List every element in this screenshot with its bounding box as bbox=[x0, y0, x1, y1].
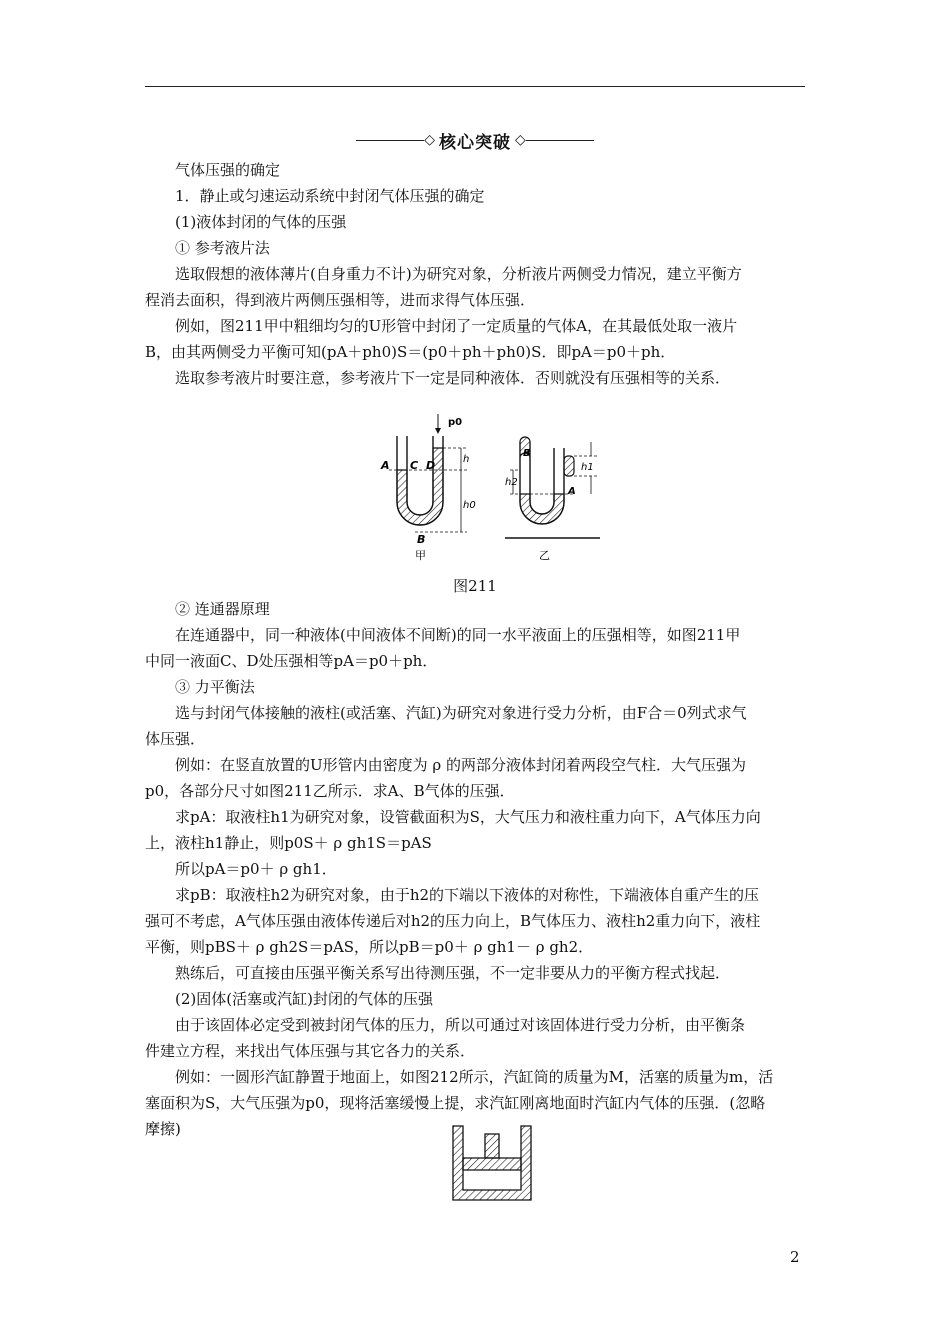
diamond-icon: ◇ bbox=[424, 132, 435, 148]
figure-212-cylinder bbox=[451, 1122, 541, 1202]
label-jia: 甲 bbox=[415, 549, 426, 562]
heading-right-line bbox=[526, 140, 594, 141]
paragraph: 求pA：取液柱h1为研究对象，设管截面积为S，大气压力和液柱重力向下，A气体压力向 bbox=[175, 808, 761, 826]
paragraph: 熟练后，可直接由压强平衡关系写出待测压强，不一定非要从力的平衡方程式找起． bbox=[175, 964, 731, 982]
paragraph: 中同一液面C、D处压强相等pA＝p0＋ph． bbox=[145, 652, 438, 670]
paragraph: 平衡，则pBS＋ ρ gh2S＝pAS，所以pB＝p0＋ ρ gh1－ ρ gh2． bbox=[145, 938, 594, 956]
paragraph: 例如：在竖直放置的U形管内由密度为 ρ 的两部分液体封闭着两段空气柱．大气压强为 bbox=[175, 756, 746, 774]
paragraph: 塞面积为S，大气压强为p0，现将活塞缓慢上提，求汽缸刚离地面时汽缸内气体的压强．(忽略 bbox=[145, 1094, 766, 1112]
heading-left-line bbox=[356, 140, 424, 141]
label-h1: h1 bbox=[581, 462, 594, 473]
page-number: 2 bbox=[790, 1248, 800, 1266]
paragraph: (1)液体封闭的气体的压强 bbox=[175, 213, 347, 231]
paragraph: 由于该固体必定受到被封闭气体的压力，所以可通过对该固体进行受力分析，由平衡条 bbox=[175, 1016, 746, 1034]
u-tube-yi bbox=[505, 437, 600, 562]
label-yi: 乙 bbox=[539, 549, 550, 562]
paragraph: ① 参考液片法 bbox=[175, 239, 270, 257]
paragraph: 在连通器中，同一种液体(中间液体不间断)的同一水平液面上的压强相等，如图211甲 bbox=[175, 626, 741, 644]
paragraph: 例如：一圆形汽缸静置于地面上，如图212所示，汽缸筒的质量为M，活塞的质量为m，活 bbox=[175, 1068, 774, 1086]
paragraph: B，由其两侧受力平衡可知(pA＋ph0)S＝(p0＋ph＋ph0)S．即pA＝p0＋ph． bbox=[145, 343, 676, 361]
label-a: A bbox=[381, 459, 390, 472]
diamond-icon: ◇ bbox=[515, 132, 526, 148]
paragraph: ② 连通器原理 bbox=[175, 600, 270, 618]
paragraph: 选取假想的液体薄片(自身重力不计)为研究对象，分析液片两侧受力情况，建立平衡方 bbox=[175, 265, 742, 283]
label-h: h bbox=[463, 454, 470, 465]
label-b: B bbox=[417, 533, 426, 546]
section-title: 核心突破 bbox=[439, 132, 511, 153]
label-p0: p0 bbox=[448, 417, 463, 428]
paragraph: 件建立方程，来找出气体压强与其它各力的关系． bbox=[145, 1042, 476, 1060]
paragraph: 例如，图211甲中粗细均匀的U形管中封闭了一定质量的气体A，在其最低处取一液片 bbox=[175, 317, 738, 335]
paragraph: 程消去面积，得到液片两侧压强相等，进而求得气体压强． bbox=[145, 291, 536, 309]
paragraph: p0，各部分尺寸如图211乙所示．求A、B气体的压强． bbox=[145, 782, 515, 800]
label-d: D bbox=[426, 459, 436, 472]
paragraph: 所以pA＝p0＋ ρ gh1． bbox=[175, 860, 337, 878]
paragraph: 摩擦) bbox=[145, 1120, 181, 1138]
paragraph: 选与封闭气体接触的液柱(或活塞、汽缸)为研究对象进行受力分析，由F合＝0列式求气 bbox=[175, 704, 747, 722]
paragraph: ③ 力平衡法 bbox=[175, 678, 255, 696]
header-rule bbox=[145, 86, 805, 87]
u-tube-jia bbox=[380, 414, 476, 562]
paragraph: 1．静止或匀速运动系统中封闭气体压强的确定 bbox=[175, 187, 485, 205]
label-b2: B bbox=[523, 448, 531, 459]
paragraph: 选取参考液片时要注意，参考液片下一定是同种液体．否则就没有压强相等的关系． bbox=[175, 369, 731, 387]
paragraph: 上，液柱h1静止，则p0S＋ ρ gh1S＝pAS bbox=[145, 834, 432, 852]
label-h2: h2 bbox=[505, 477, 518, 488]
figure-caption: 图211 bbox=[453, 577, 497, 595]
label-c: C bbox=[410, 459, 419, 472]
paragraph: 强可不考虑，A气体压强由液体传递后对h2的压力向上，B气体压力、液柱h2重力向下，液柱 bbox=[145, 912, 761, 930]
section-heading bbox=[145, 128, 805, 152]
figure-211 bbox=[375, 412, 605, 572]
paragraph: 气体压强的确定 bbox=[175, 161, 281, 179]
paragraph: (2)固体(活塞或汽缸)封闭的气体的压强 bbox=[175, 990, 433, 1008]
paragraph: 体压强． bbox=[145, 730, 206, 748]
label-h0: h0 bbox=[463, 500, 476, 511]
paragraph: 求pB：取液柱h2为研究对象，由于h2的下端以下液体的对称性，下端液体自重产生的压 bbox=[175, 886, 760, 904]
label-a2: A bbox=[568, 486, 576, 497]
